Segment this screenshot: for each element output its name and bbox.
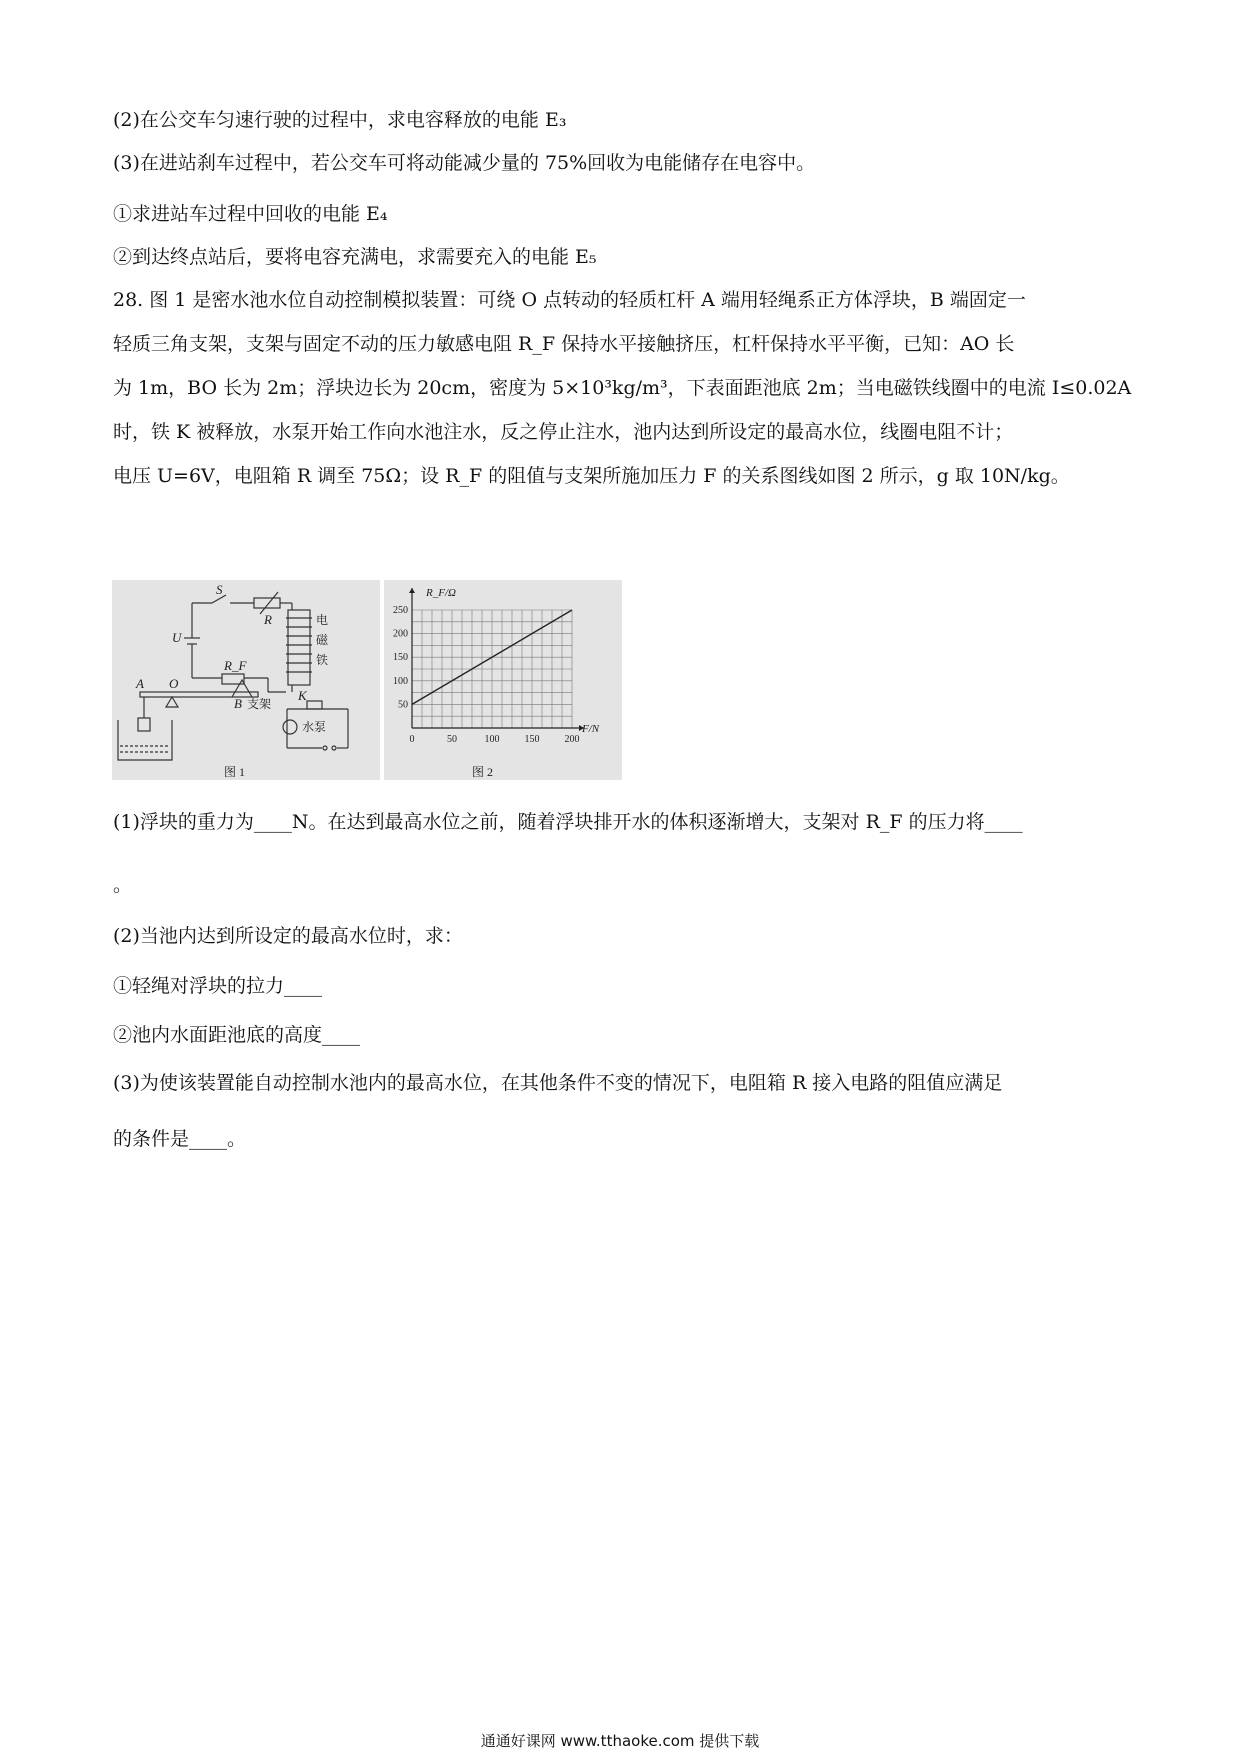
chart-x-tick-label: 50 — [447, 734, 457, 745]
question-28-line-5: 电压 U=6V，电阻箱 R 调至 75Ω；设 R_F 的阻值与支架所施加压力 F 的关系图线如图 2 所示，g 取 10N/kg。 — [113, 465, 1070, 487]
chart-ticks — [393, 605, 580, 745]
sub-question-3-end: 的条件是____。 — [113, 1128, 247, 1150]
label-R: R — [264, 612, 272, 627]
label-bracket: 支架 — [247, 697, 272, 711]
chart-y-tick-label: 250 — [393, 605, 408, 616]
label-O: O — [169, 676, 179, 691]
figure-1-svg — [112, 580, 380, 780]
figure-2-caption: 图 2 — [472, 765, 494, 779]
sub-question-2: (2)当池内达到所设定的最高水位时，求： — [113, 925, 463, 947]
text-line-2: (3)在进站刹车过程中，若公交车可将动能减少量的 75%回收为电能储存在电容中。 — [113, 152, 816, 174]
chart-y-tick-label: 150 — [393, 652, 408, 664]
figure-1-circuit — [112, 580, 380, 780]
question-28-line-1: 28. 图 1 是密水池水位自动控制模拟装置：可绕 O 点转动的轻质杠杆 A 端用轻绳系正方体浮块，B 端固定一 — [113, 289, 1026, 311]
label-magnet-1: 电 — [316, 613, 329, 627]
text-line-3: ①求进站车过程中回收的电能 E₄ — [113, 203, 388, 225]
label-pump: 水泵 — [302, 720, 327, 734]
chart-svg — [384, 580, 622, 780]
chart-y-tick-label: 200 — [393, 628, 408, 640]
label-magnet-2: 磁 — [316, 633, 329, 647]
chart-grid — [412, 610, 572, 728]
figure-1-caption: 图 1 — [224, 765, 246, 779]
label-U: U — [172, 630, 182, 645]
chart-axes — [409, 588, 584, 731]
sub-question-2-b: ②池内水面距池底的高度____ — [113, 1024, 361, 1046]
chart-y-tick-label: 50 — [398, 699, 408, 711]
label-A: A — [136, 676, 144, 691]
label-RF: R_F — [224, 658, 247, 673]
chart-x-tick-label: 150 — [524, 734, 540, 745]
sub-question-2-a: ①轻绳对浮块的拉力____ — [113, 975, 323, 997]
chart-x-tick-label: 100 — [484, 734, 500, 745]
text-line-4: ②到达终点站后，要将电容充满电，求需要充入的电能 E₅ — [113, 246, 597, 268]
sub-question-1-end: 。 — [113, 874, 133, 896]
question-28-line-3: 为 1m，BO 长为 2m；浮块边长为 20cm，密度为 5×10³kg/m³，下表面距池底 2m；当电磁铁线圈中的电流 I≤0.02A — [113, 377, 1132, 399]
text-line-1: (2)在公交车匀速行驶的过程中，求电容释放的电能 E₃ — [113, 109, 567, 131]
label-B: B — [234, 696, 242, 711]
chart-y-tick-label: 100 — [393, 675, 408, 687]
chart-x-tick-label: 0 — [409, 734, 415, 745]
chart-y-axis-label: R_F/Ω — [426, 587, 456, 599]
figure-2-chart — [384, 580, 622, 780]
label-magnet-3: 铁 — [316, 653, 329, 667]
sub-question-1: (1)浮块的重力为____N。在达到最高水位之前，随着浮块排开水的体积逐渐增大，支架对 R_F 的压力将____ — [113, 811, 1023, 833]
sub-question-3: (3)为使该装置能自动控制水池内的最高水位，在其他条件不变的情况下，电阻箱 R 接入电路的阻值应满足 — [113, 1072, 1003, 1094]
chart-x-axis-label: F/N — [582, 723, 600, 735]
chart-y-axis-arrow — [409, 588, 415, 593]
question-28-line-4: 时，铁 K 被释放，水泵开始工作向水池注水，反之停止注水，池内达到所设定的最高水位，线圈电阻不计； — [113, 421, 1014, 443]
chart-x-tick-label: 200 — [564, 734, 580, 745]
label-S: S — [216, 582, 223, 597]
label-K: K — [298, 688, 307, 703]
page-footer: 通通好课网 www.tthaoke.com 提供下载 — [480, 1732, 760, 1750]
question-28-line-2: 轻质三角支架，支架与固定不动的压力敏感电阻 R_F 保持水平接触挤压，杠杆保持水平平衡，已知：AO 长 — [113, 333, 1015, 355]
